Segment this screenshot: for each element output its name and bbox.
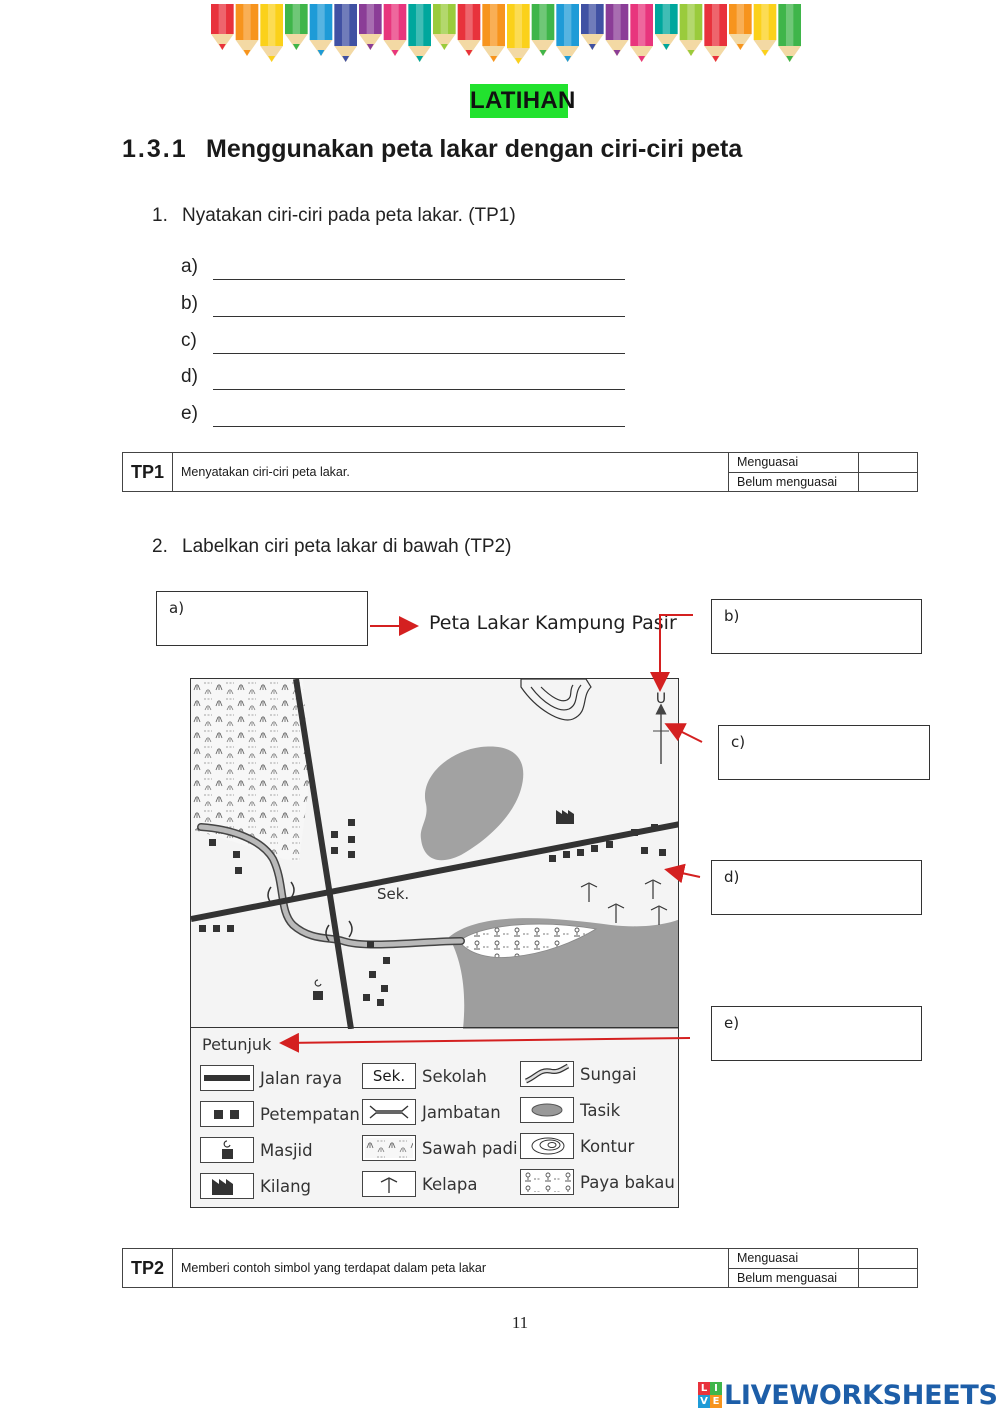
label-box-d[interactable] xyxy=(711,860,922,915)
logo-letter: V xyxy=(698,1395,710,1408)
school-legend-icon: Sek. xyxy=(362,1063,416,1089)
answer-label: d) xyxy=(181,366,198,387)
pencil-icon xyxy=(581,4,604,50)
pencil-icon xyxy=(655,4,678,50)
coconut-legend-icon xyxy=(362,1171,416,1197)
tp2-rubric-table xyxy=(122,1248,918,1288)
tp1-status xyxy=(729,453,917,491)
answer-row-d xyxy=(181,366,631,392)
school-label: Sek. xyxy=(377,885,410,903)
answer-label: e) xyxy=(181,403,198,424)
answer-row-b xyxy=(181,293,631,319)
answer-label: c) xyxy=(181,330,197,351)
river-legend-icon xyxy=(520,1061,574,1087)
tp2-status-mastered-label: Menguasai xyxy=(729,1249,859,1268)
tp1-status-mastered-checkbox[interactable] xyxy=(859,453,917,472)
section-title xyxy=(122,135,742,164)
map-legend xyxy=(190,1027,679,1208)
tp2-status-not-mastered-label: Belum menguasai xyxy=(729,1269,859,1288)
factory-symbol xyxy=(556,810,574,824)
question-2-prompt: Labelkan ciri peta lakar di bawah (TP2) xyxy=(182,536,512,557)
mosque-symbol xyxy=(313,980,323,1000)
label-box-letter: d) xyxy=(724,868,740,886)
pencil-icon xyxy=(507,4,530,64)
legend-item-settlement xyxy=(200,1099,360,1129)
pencil-icon xyxy=(778,4,801,62)
answer-label: a) xyxy=(181,256,198,277)
answer-row-a xyxy=(181,256,631,282)
legend-item-school xyxy=(362,1061,487,1091)
latihan-heading: LATIHAN xyxy=(470,84,568,118)
logo-letter: I xyxy=(710,1382,722,1395)
answer-label: b) xyxy=(181,293,198,314)
logo-letter: E xyxy=(710,1395,722,1408)
label-box-c[interactable] xyxy=(718,725,930,780)
legend-item-river xyxy=(520,1059,637,1089)
pencil-icon xyxy=(532,4,555,56)
pencil-icon xyxy=(606,4,629,56)
label-box-letter: b) xyxy=(724,607,740,625)
road-legend-icon xyxy=(200,1065,254,1091)
pencil-icon xyxy=(729,4,752,50)
tp1-status-not-mastered-checkbox[interactable] xyxy=(859,473,917,492)
tp2-description: Memberi contoh simbol yang terdapat dalam peta lakar xyxy=(173,1249,729,1287)
pencil-icon xyxy=(260,4,283,62)
pencil-icon xyxy=(458,4,481,56)
legend-label: Kelapa xyxy=(422,1174,478,1194)
legend-item-lake xyxy=(520,1095,620,1125)
mosque-legend-icon xyxy=(200,1137,254,1163)
legend-item-mangrove xyxy=(520,1167,675,1197)
label-box-a[interactable] xyxy=(156,591,368,646)
answer-row-c xyxy=(181,330,631,356)
answer-input-e[interactable] xyxy=(213,403,625,427)
label-box-b[interactable] xyxy=(711,599,922,654)
liveworksheets-logo-icon xyxy=(698,1382,722,1408)
answer-input-c[interactable] xyxy=(213,330,625,354)
pencil-icon xyxy=(236,4,259,56)
paddy-field-area xyxy=(191,679,309,861)
mangrove-legend-icon xyxy=(520,1169,574,1195)
question-2-number: 2. xyxy=(152,536,168,557)
tp2-status xyxy=(729,1249,917,1287)
label-box-letter: c) xyxy=(731,733,746,751)
question-1-prompt: Nyatakan ciri-ciri pada peta lakar. (TP1) xyxy=(182,205,516,226)
tp1-rubric-table xyxy=(122,452,918,492)
pencil-icon xyxy=(433,4,456,50)
legend-label: Jambatan xyxy=(422,1102,501,1122)
question-2 xyxy=(152,536,512,558)
legend-label: Sawah padi xyxy=(422,1138,518,1158)
legend-label: Sekolah xyxy=(422,1066,487,1086)
sketch-map-drawing xyxy=(191,679,679,1029)
logo-letter: L xyxy=(698,1382,710,1395)
contour-line-inner xyxy=(541,685,573,701)
bridge-legend-icon xyxy=(362,1099,416,1125)
lake-shape xyxy=(421,746,524,860)
pencil-icon xyxy=(408,4,431,62)
legend-item-mosque xyxy=(200,1135,313,1165)
label-box-letter: a) xyxy=(169,599,185,617)
tp2-status-mastered-checkbox[interactable] xyxy=(859,1249,917,1268)
pencil-icon xyxy=(211,4,234,50)
lake-legend-icon xyxy=(520,1097,574,1123)
question-1 xyxy=(152,205,516,227)
pencil-icon xyxy=(482,4,505,62)
tp2-status-not-mastered-checkbox[interactable] xyxy=(859,1269,917,1288)
question-1-number: 1. xyxy=(152,205,168,226)
settlement-legend-icon xyxy=(200,1101,254,1127)
legend-label: Petempatan xyxy=(260,1104,360,1124)
answer-input-a[interactable] xyxy=(213,256,625,280)
answer-input-d[interactable] xyxy=(213,366,625,390)
legend-label: Kontur xyxy=(580,1136,635,1156)
pencil-icon xyxy=(556,4,579,62)
legend-label: Tasik xyxy=(580,1100,621,1120)
pencil-icon xyxy=(704,4,727,62)
legend-title: Petunjuk xyxy=(202,1035,272,1054)
legend-item-paddy xyxy=(362,1133,518,1163)
pencil-icon xyxy=(285,4,308,50)
legend-item-bridge xyxy=(362,1097,501,1127)
tp1-code: TP1 xyxy=(123,453,173,491)
coconut-tree-symbols xyxy=(581,880,667,925)
liveworksheets-logo xyxy=(698,1378,998,1412)
tp1-description: Menyatakan ciri-ciri peta lakar. xyxy=(173,453,729,491)
legend-label: Masjid xyxy=(260,1140,313,1160)
label-box-letter: e) xyxy=(724,1014,740,1032)
tp2-code: TP2 xyxy=(123,1249,173,1287)
legend-item-road xyxy=(200,1063,342,1093)
pencil-icon xyxy=(359,4,382,50)
tp1-status-mastered-label: Menguasai xyxy=(729,453,859,472)
tp1-status-not-mastered-label: Belum menguasai xyxy=(729,473,859,492)
road-vertical xyxy=(296,679,351,1029)
contour-legend-icon xyxy=(520,1133,574,1159)
legend-item-coconut xyxy=(362,1169,477,1199)
pencil-banner-decoration xyxy=(210,4,802,72)
north-label: U xyxy=(655,691,667,707)
map-title: Peta Lakar Kampung Pasir xyxy=(429,612,677,634)
label-box-e[interactable] xyxy=(711,1006,922,1061)
pencil-icon xyxy=(334,4,357,62)
pencil-icon xyxy=(310,4,333,56)
answer-row-e xyxy=(181,403,631,429)
legend-label: Kilang xyxy=(260,1176,312,1196)
paddy-legend-icon xyxy=(362,1135,416,1161)
pencil-icon xyxy=(680,4,703,56)
section-title-text: Menggunakan peta lakar dengan ciri-ciri peta xyxy=(206,135,743,163)
factory-legend-icon xyxy=(200,1173,254,1199)
legend-label: Paya bakau xyxy=(580,1172,675,1192)
page-number: 11 xyxy=(511,1313,529,1332)
pencil-icon xyxy=(384,4,407,56)
legend-item-contour xyxy=(520,1131,634,1161)
pencil-icon xyxy=(754,4,777,56)
legend-label: Jalan raya xyxy=(260,1068,343,1088)
answer-input-b[interactable] xyxy=(213,293,625,317)
pencil-icon xyxy=(630,4,653,62)
legend-item-factory xyxy=(200,1171,311,1201)
section-number: 1.3.1 xyxy=(122,135,188,163)
legend-label: Sungai xyxy=(580,1064,637,1084)
brand-wordmark: LIVEWORKSHEETS xyxy=(724,1379,998,1411)
